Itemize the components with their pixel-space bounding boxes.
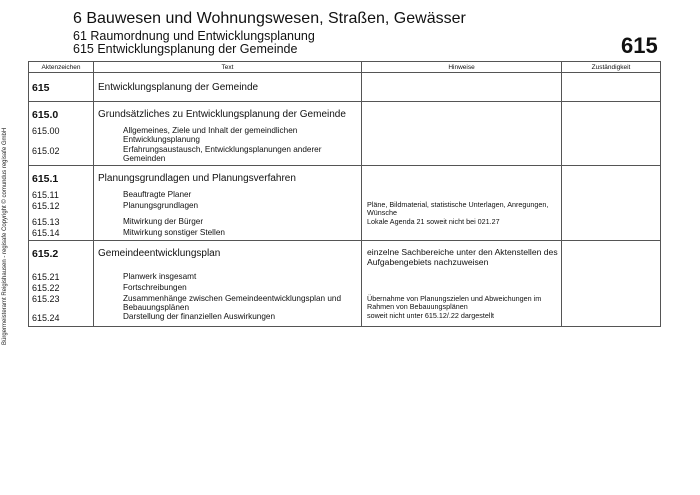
column-header-aktenzeichen: Aktenzeichen <box>29 62 94 73</box>
item-note: Pläne, Bildmaterial, statistische Unterlagen, Anregungen, Wünsche <box>367 200 549 217</box>
section-code: 615 <box>32 82 50 94</box>
item-text: Fortschreibungen <box>123 283 187 292</box>
chapter-heading: 6 Bauwesen und Wohnungswesen, Straßen, Gewässer <box>73 10 466 27</box>
item-code: 615.23 <box>32 294 60 304</box>
item-code: 615.00 <box>32 126 60 136</box>
item-code: 615.02 <box>32 146 60 156</box>
item-note: Lokale Agenda 21 soweit nicht bei 021.27 <box>367 217 500 226</box>
item-text: Mitwirkung der Bürger <box>123 217 204 226</box>
item-text: Erfahrungsaustausch, Entwicklungsplanungen anderer Gemeinden <box>123 145 322 163</box>
side-copyright-note: Bürgermeisteramt Reigishausen - regisafe Copyright © comundus regisafe GmbH <box>2 127 8 345</box>
item-code: 615.22 <box>32 283 60 293</box>
table-header-row <box>29 62 661 73</box>
section-note: einzelne Sachbereiche unter den Aktenstellen des Aufgabengebiets nachzuweisen <box>367 247 558 267</box>
group-heading: 615 Entwicklungsplanung der Gemeinde <box>73 42 298 56</box>
table-row <box>29 166 661 241</box>
item-code: 615.21 <box>32 272 60 282</box>
item-note: Übernahme von Planungszielen und Abweichungen im Rahmen von Bebauungsplänen <box>367 294 542 311</box>
item-text: Zusammenhänge zwischen Gemeindeentwicklungsplan und Bebauungsplänen <box>123 294 342 312</box>
item-code: 615.24 <box>32 313 60 323</box>
item-text: Beauftragte Planer <box>123 190 192 199</box>
column-header-hinweise: Hinweise <box>362 62 562 73</box>
subchapter-heading: 61 Raumordnung und Entwicklungsplanung <box>73 29 315 43</box>
section-code: 615.2 <box>32 248 59 260</box>
column-header-zustaendigkeit: Zuständigkeit <box>562 62 661 73</box>
item-text: Planungsgrundlagen <box>123 201 199 210</box>
item-text: Allgemeines, Ziele und Inhalt der gemeindlichen Entwicklungsplanung <box>123 126 298 144</box>
item-text: Darstellung der finanziellen Auswirkungen <box>123 312 276 321</box>
item-note: soweit nicht unter 615.12/.22 dargestellt <box>367 311 495 320</box>
table-row <box>29 241 661 327</box>
table-row <box>29 102 661 166</box>
section-code: 615.0 <box>32 109 59 121</box>
item-code: 615.14 <box>32 228 60 238</box>
section-title: Entwicklungsplanung der Gemeinde <box>98 82 259 93</box>
item-code: 615.13 <box>32 217 60 227</box>
page-number: 615 <box>621 33 658 58</box>
column-header-text: Text <box>94 62 362 73</box>
section-title: Grundsätzliches zu Entwicklungsplanung der Gemeinde <box>98 109 346 120</box>
item-text: Mitwirkung sonstiger Stellen <box>123 228 225 237</box>
item-code: 615.12 <box>32 201 60 211</box>
item-code: 615.11 <box>32 190 59 200</box>
section-code: 615.1 <box>32 173 59 185</box>
table-row <box>29 73 661 102</box>
section-title: Gemeindeentwicklungsplan <box>98 248 221 259</box>
file-plan-table <box>28 61 661 327</box>
section-title: Planungsgrundlagen und Planungsverfahren <box>98 173 296 184</box>
item-text: Planwerk insgesamt <box>123 272 197 281</box>
